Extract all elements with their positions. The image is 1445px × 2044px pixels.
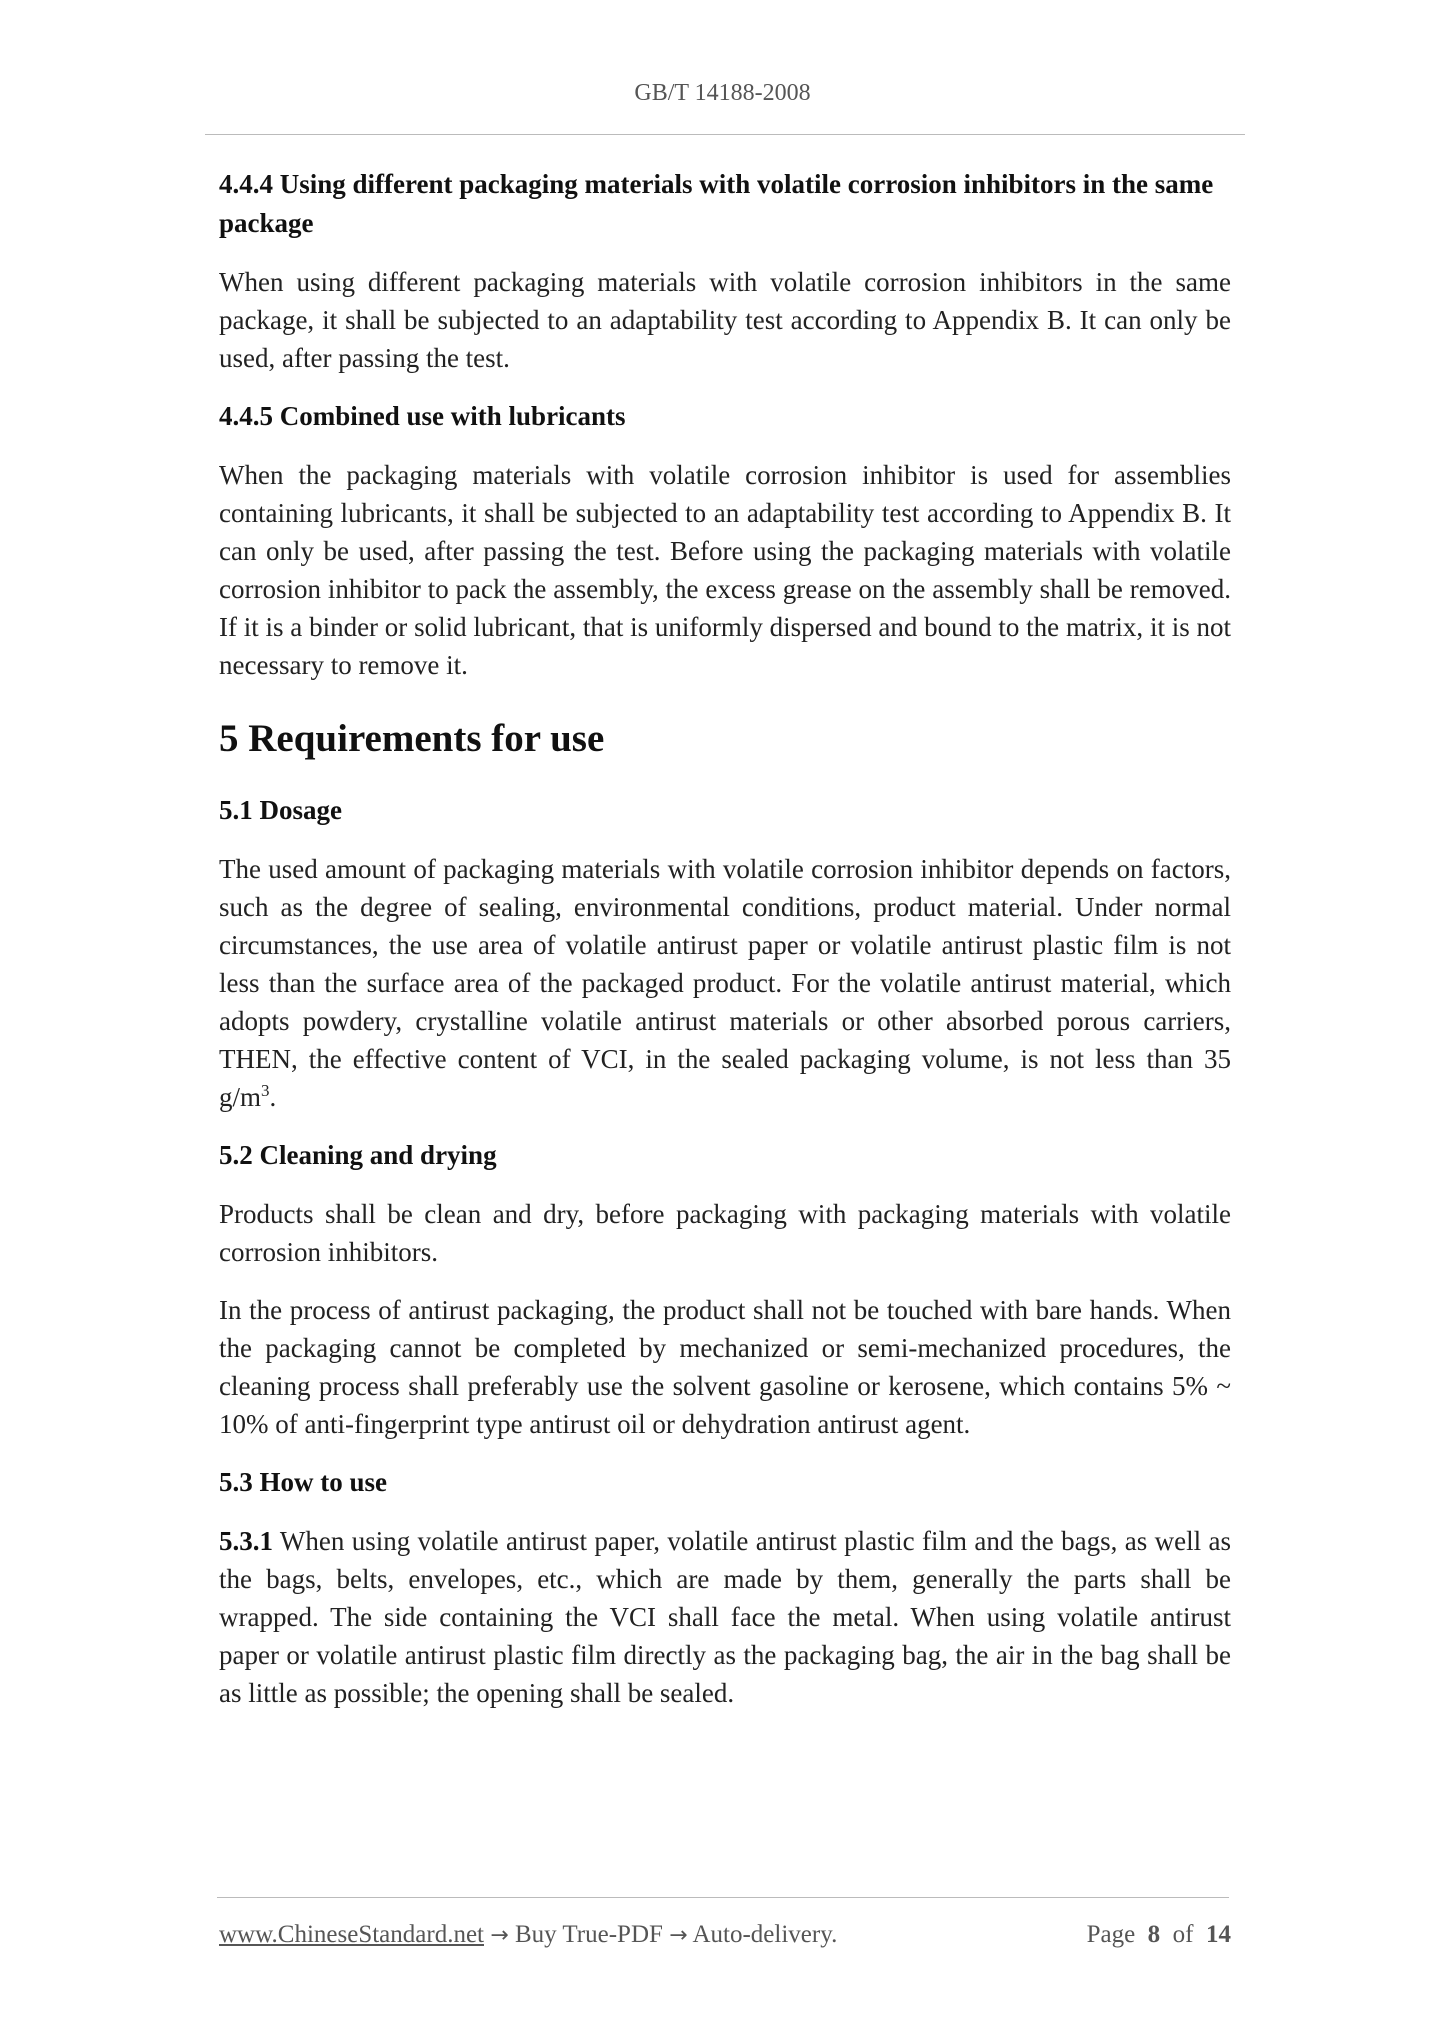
section-paragraph-5-3-1 bbox=[219, 1522, 1231, 1712]
chapter-heading-5: 5 Requirements for use bbox=[219, 717, 605, 760]
section-heading-5-3: 5.3 How to use bbox=[219, 1467, 387, 1497]
section-heading-4-4-4: 4.4.4 Using different packaging materials with volatile corrosion inhibitors in the same package bbox=[219, 169, 1214, 238]
section-heading-4-4-5: 4.4.5 Combined use with lubricants bbox=[219, 401, 626, 431]
section-paragraph-4-4-5: When the packaging materials with volatile corrosion inhibitor is used for assemblies containing lubricants, it shall be subjected to an adaptability test according to Appendix B. It can only be used, after passing the test. Before using the packaging materials with volatile corrosion inhibitor to pack the assembly, the excess grease on the assembly shall be removed. If it is a binder or solid lubricant, that is uniformly dispersed and bound to the matrix, it is not necessary to remove it. bbox=[219, 460, 1231, 680]
auto-delivery-text: Auto-delivery. bbox=[692, 1921, 838, 1948]
dosage-text: The used amount of packaging materials with volatile corrosion inhibitor depends on factors, such as the degree of sealing, environmental conditions, product material. Under normal circumstances, the use area of volatile antirust paper or volatile antirust plastic film is not less than the surface area of the packaged product. For the volatile antirust material, which adopts powdery, crystalline volatile antirust materials or other absorbed porous carriers, THEN, the effective content of VCI, in the sealed packaging volume, is not less than 35 g/m bbox=[219, 854, 1231, 1112]
dosage-text-end: . bbox=[269, 1082, 277, 1112]
clause-text-5-3-1: When using volatile antirust paper, volatile antirust plastic film and the bags, as well as the bags, belts, envelopes, etc., which are made by them, generally the parts shall be wrapped. The side containing the VCI shall face the metal. When using volatile antirust paper or volatile antirust plastic film directly as the packaging bag, the air in the bag shall be as little as possible; the opening shall be sealed. bbox=[219, 1526, 1231, 1708]
page-total: 14 bbox=[1206, 1921, 1231, 1948]
page-indicator bbox=[1087, 1918, 1231, 1952]
arrow-right-icon: → bbox=[669, 1923, 688, 1948]
page-footer bbox=[219, 1918, 1231, 1953]
section-paragraph-5-1 bbox=[219, 850, 1231, 1116]
document-body bbox=[219, 165, 1231, 1732]
section-paragraph-4-4-4: When using different packaging materials with volatile corrosion inhibitors in the same package, it shall be subjected to an adaptability test according to Appendix B. It can only be used, after passing the test. bbox=[219, 267, 1231, 373]
footer-divider bbox=[217, 1897, 1229, 1898]
arrow-right-icon: → bbox=[490, 1923, 509, 1948]
section-heading-5-2: 5.2 Cleaning and drying bbox=[219, 1140, 497, 1170]
clause-number-5-3-1: 5.3.1 bbox=[219, 1526, 273, 1556]
header-divider bbox=[205, 134, 1245, 135]
page-current: 8 bbox=[1147, 1921, 1161, 1948]
buy-true-pdf-text: Buy True-PDF bbox=[514, 1921, 663, 1948]
section-paragraph-5-2-b: In the process of antirust packaging, the product shall not be touched with bare hands. When the packaging cannot be completed by mechanized or semi-mechanized procedures, the cleaning process shall preferably use the solvent gasoline or kerosene, which contains 5% ~ 10% of anti-fingerprint type antirust oil or dehydration antirust agent. bbox=[219, 1295, 1231, 1439]
section-paragraph-5-2-a: Products shall be clean and dry, before packaging with packaging materials with volatile corrosion inhibitors. bbox=[219, 1199, 1231, 1267]
section-heading-5-1: 5.1 Dosage bbox=[219, 795, 342, 825]
unit-exponent: 3 bbox=[261, 1081, 270, 1100]
page-of-label: of bbox=[1172, 1921, 1194, 1948]
page-label: Page bbox=[1086, 1921, 1136, 1948]
document-code-header: GB/T 14188-2008 bbox=[634, 80, 811, 106]
website-link[interactable]: www.ChineseStandard.net bbox=[219, 1921, 484, 1948]
